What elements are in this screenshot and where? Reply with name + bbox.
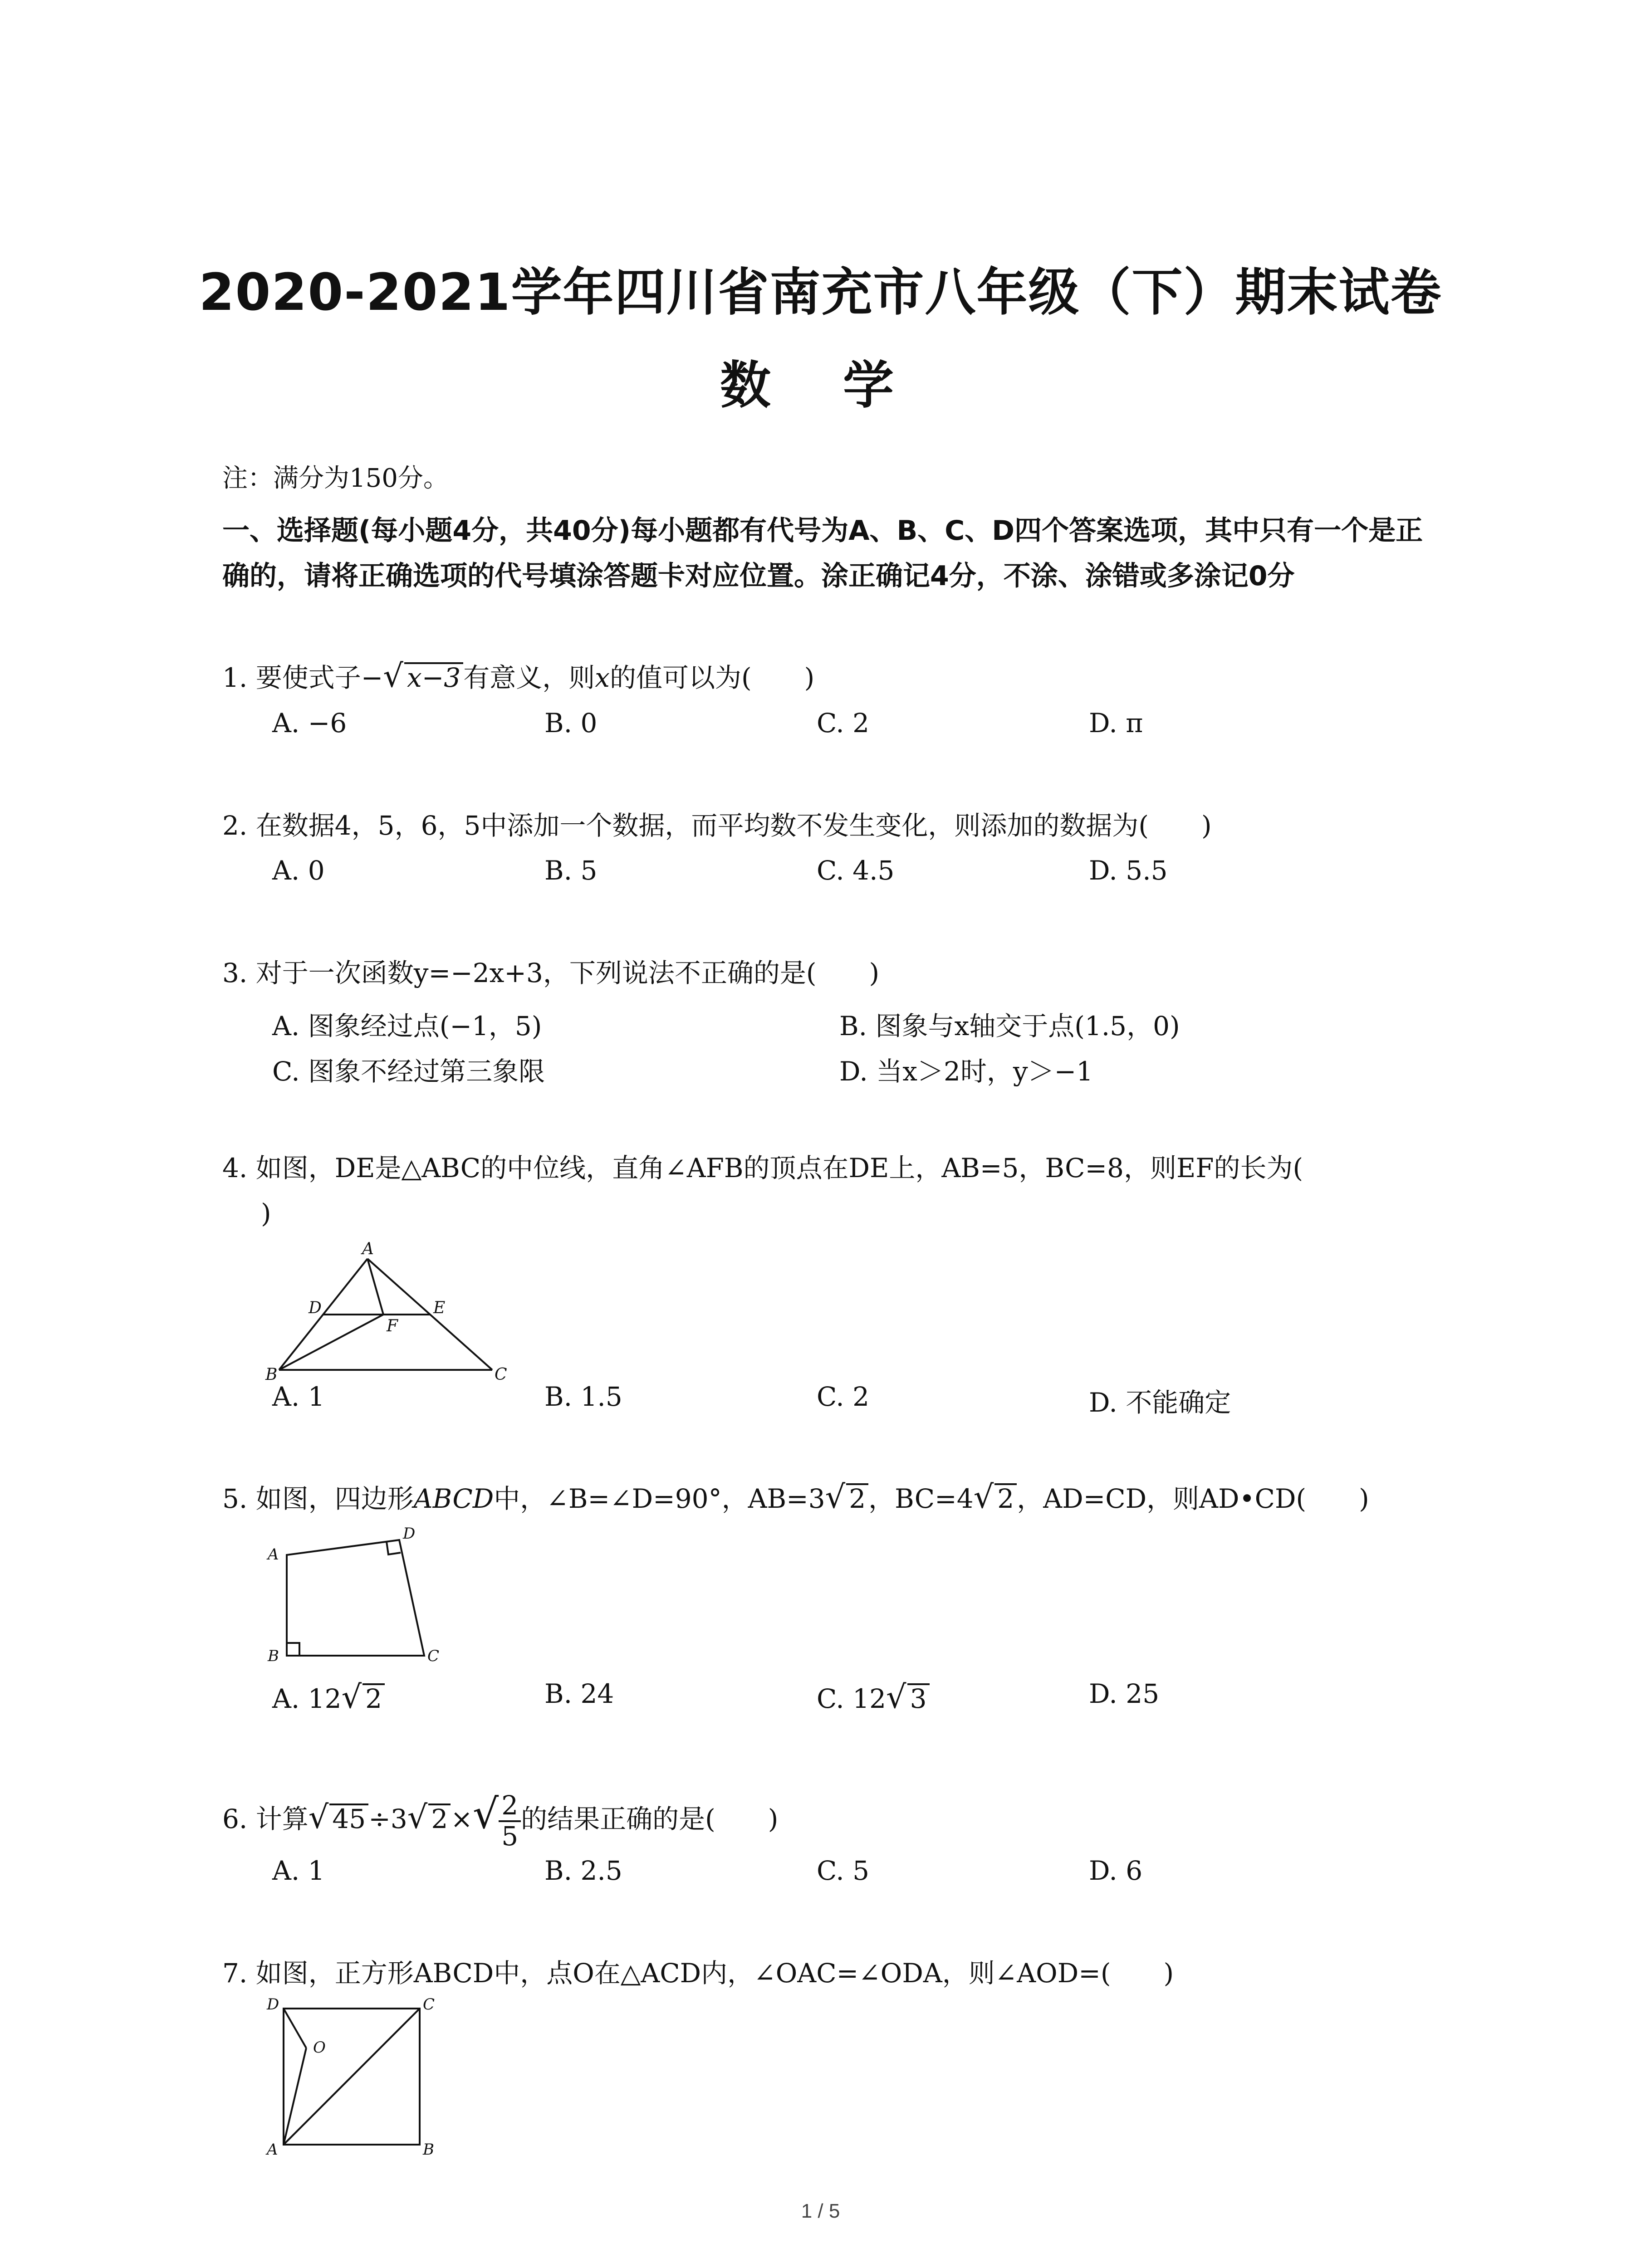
label-d: D	[309, 1299, 322, 1317]
question-5: 5. 如图，四边形ABCD中，∠B=∠D=90°，AB=3√ 2 ，BC=4√ 2 ，AD=CD，则AD•CD( )	[222, 1478, 1369, 1515]
q2-option-b[interactable]: B. 5	[544, 855, 598, 886]
q4-triangle-figure	[263, 1238, 517, 1383]
exam-title: 2020-2021学年四川省南充市八年级（下）期末试卷	[199, 263, 1442, 322]
label-o: O	[313, 2038, 326, 2057]
label-d: D	[403, 1525, 416, 1543]
label-c: C	[423, 1996, 435, 2014]
q2-option-d[interactable]: D. 5.5	[1089, 855, 1168, 886]
label-f: F	[387, 1317, 398, 1335]
section-1-heading: 一、选择题(每小题4分，共40分)每小题都有代号为A、B、C、D四个答案选项，其中只有一个是正确的，请将正确选项的代号填涂答题卡对应位置。涂正确记4分，不涂、涂错或多涂记0分	[222, 515, 1423, 592]
q3-option-b[interactable]: B. 图象与x轴交于点(1.5，0)	[839, 1011, 1180, 1041]
label-b: B	[423, 2141, 434, 2159]
q1-option-d[interactable]: D. π	[1089, 708, 1143, 738]
label-c: C	[495, 1365, 507, 1383]
score-note: 注：满分为150分。	[222, 464, 449, 493]
label-a: A	[362, 1240, 374, 1258]
q3-option-d[interactable]: D. 当x＞2时，y＞−1	[839, 1056, 1093, 1087]
label-c: C	[427, 1647, 440, 1665]
fraction: $\frac{2}{5}$	[499, 1791, 521, 1851]
q3-option-a[interactable]: A. 图象经过点(−1，5)	[272, 1011, 542, 1041]
q4-option-d[interactable]: D. 不能确定	[1089, 1387, 1231, 1418]
q5-option-a[interactable]: A. 12√ 2	[272, 1678, 385, 1716]
q6-option-b[interactable]: B. 2.5	[544, 1855, 622, 1886]
exam-subject: 数 学	[720, 356, 921, 415]
label-a: A	[267, 2141, 278, 2159]
q6-option-d[interactable]: D. 6	[1089, 1855, 1143, 1886]
q5-option-d[interactable]: D. 25	[1089, 1678, 1160, 1709]
question-2: 2. 在数据4，5，6，5中添加一个数据，而平均数不发生变化，则添加的数据为( )	[222, 810, 1212, 841]
q7-square-figure	[263, 1996, 463, 2159]
question-4: 4. 如图，DE是△ABC的中位线，直角∠AFB的顶点在DE上，AB=5，BC=8，则EF的长为(	[222, 1153, 1303, 1183]
label-b: B	[265, 1365, 278, 1383]
q1-option-b[interactable]: B. 0	[544, 708, 598, 738]
q6-option-c[interactable]: C. 5	[817, 1855, 870, 1886]
question-1: 1. 要使式子−√ x−3 有意义，则x的值可以为( )	[222, 657, 815, 694]
label-b: B	[268, 1647, 279, 1665]
label-d: D	[267, 1996, 279, 2014]
q2-option-a[interactable]: A. 0	[272, 855, 325, 886]
q1-option-c[interactable]: C. 2	[817, 708, 870, 738]
q4-option-a[interactable]: A. 1	[272, 1381, 325, 1412]
q5-option-c[interactable]: C. 12√ 3	[817, 1678, 930, 1716]
label-e: E	[433, 1299, 446, 1317]
label-a: A	[268, 1545, 279, 1564]
q2-option-c[interactable]: C. 4.5	[817, 855, 895, 886]
question-6: 6. 计算√ 45 ÷3√ 2 ×√ $\frac{2}{5}$ 的结果正确的是( )	[222, 1790, 779, 1852]
question-3: 3. 对于一次函数y=−2x+3，下列说法不正确的是( )	[222, 958, 880, 988]
q4-option-c[interactable]: C. 2	[817, 1381, 870, 1412]
q4-option-b[interactable]: B. 1.5	[544, 1381, 622, 1412]
question-4-cont: )	[261, 1198, 271, 1229]
radicand: x−3	[404, 662, 463, 692]
q5-option-b[interactable]: B. 24	[544, 1678, 614, 1709]
q1-option-a[interactable]: A. −6	[272, 708, 347, 738]
question-7: 7. 如图，正方形ABCD中，点O在△ACD内，∠OAC=∠ODA，则∠AOD=( )	[222, 1958, 1174, 1989]
q3-option-c[interactable]: C. 图象不经过第三象限	[272, 1056, 545, 1087]
page-number: 1 / 5	[801, 2200, 840, 2222]
q5-quadrilateral-figure	[263, 1524, 463, 1674]
q6-option-a[interactable]: A. 1	[272, 1855, 325, 1886]
